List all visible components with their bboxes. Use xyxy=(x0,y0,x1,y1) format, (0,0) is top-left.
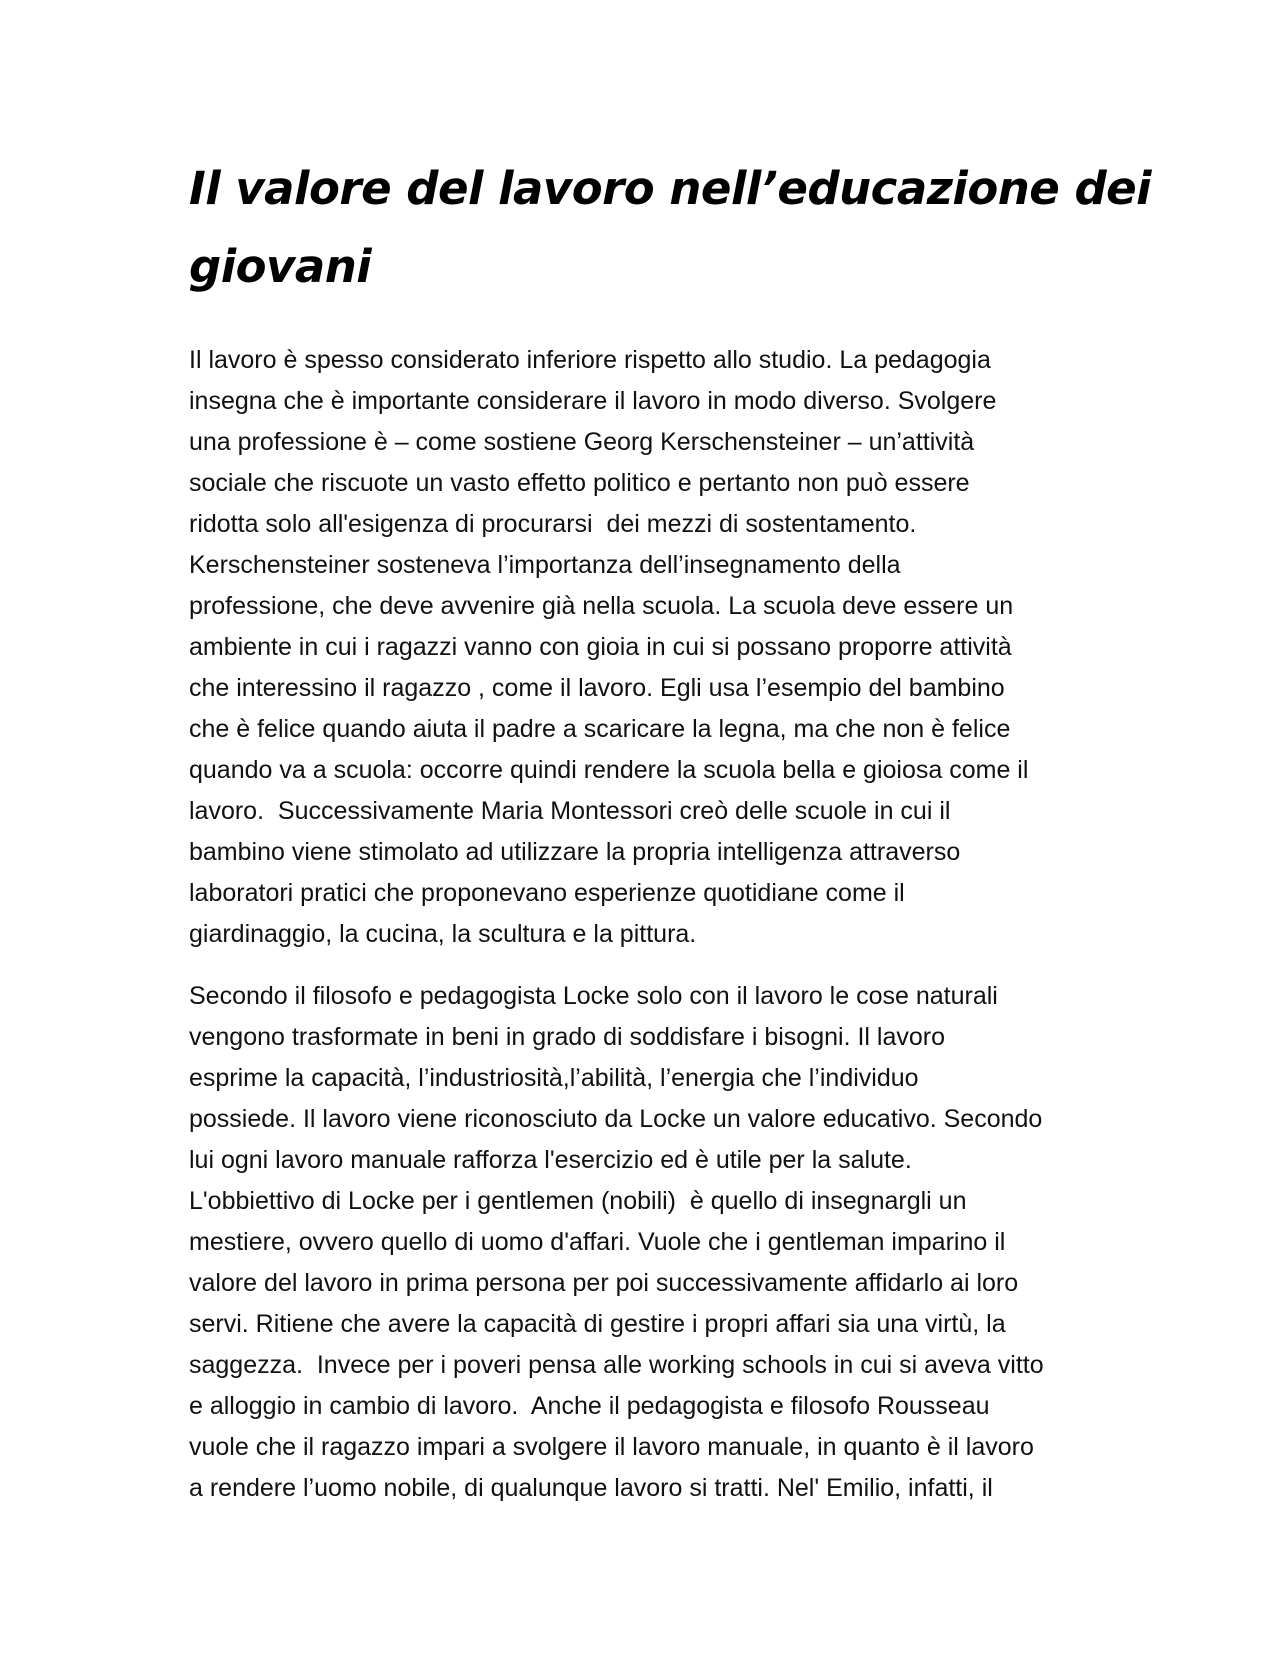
text-line: giardinaggio, la cucina, la scultura e la pittura. xyxy=(189,920,697,948)
text-line: quando va a scuola: occorre quindi rendere la scuola bella e gioiosa come il xyxy=(189,756,1029,784)
text-line: ambiente in cui i ragazzi vanno con gioia in cui si possano proporre attività xyxy=(189,633,1012,661)
text-line: che è felice quando aiuta il padre a scaricare la legna, ma che non è felice xyxy=(189,715,1011,743)
document-title xyxy=(189,150,1152,306)
text-line: servi. Ritiene che avere la capacità di gestire i propri affari sia una virtù, la xyxy=(189,1310,1006,1338)
paragraph-locke-rousseau xyxy=(189,976,1094,1509)
text-line: Kerschensteiner sosteneva l’importanza dell’insegnamento della xyxy=(189,551,901,579)
title-line: Il valore del lavoro nell’educazione dei xyxy=(189,162,1152,215)
text-line: una professione è – come sostiene Georg Kerschensteiner – un’attività xyxy=(189,428,975,456)
text-line: sociale che riscuote un vasto effetto politico e pertanto non può essere xyxy=(189,469,970,497)
text-line: Secondo il filosofo e pedagogista Locke solo con il lavoro le cose naturali xyxy=(189,982,998,1010)
text-line: vengono trasformate in beni in grado di soddisfare i bisogni. Il lavoro xyxy=(189,1023,945,1051)
text-line: vuole che il ragazzo impari a svolgere il lavoro manuale, in quanto è il lavoro xyxy=(189,1433,1034,1461)
text-line: saggezza. Invece per i poveri pensa alle working schools in cui si aveva vitto xyxy=(189,1351,1044,1379)
text-line: bambino viene stimolato ad utilizzare la propria intelligenza attraverso xyxy=(189,838,961,866)
text-line: e alloggio in cambio di lavoro. Anche il pedagogista e filosofo Rousseau xyxy=(189,1392,990,1420)
text-line: insegna che è importante considerare il lavoro in modo diverso. Svolgere xyxy=(189,387,997,415)
text-line: Il lavoro è spesso considerato inferiore rispetto allo studio. La pedagogia xyxy=(189,346,991,374)
text-line: lavoro. Successivamente Maria Montessori creò delle scuole in cui il xyxy=(189,797,951,825)
text-line: mestiere, ovvero quello di uomo d'affari. Vuole che i gentleman imparino il xyxy=(189,1228,1006,1256)
text-line: possiede. Il lavoro viene riconosciuto da Locke un valore educativo. Secondo xyxy=(189,1105,1043,1133)
text-line: ridotta solo all'esigenza di procurarsi dei mezzi di sostentamento. xyxy=(189,510,917,538)
document-body xyxy=(189,150,1152,1530)
paragraph-work-and-school xyxy=(189,340,1094,955)
text-line: lui ogni lavoro manuale rafforza l'esercizio ed è utile per la salute. xyxy=(189,1146,912,1174)
title-line: giovani xyxy=(189,240,372,293)
text-line: a rendere l’uomo nobile, di qualunque lavoro si tratti. Nel' Emilio, infatti, il xyxy=(189,1474,993,1502)
text-line: esprime la capacità, l’industriosità,l’abilità, l’energia che l’individuo xyxy=(189,1064,919,1092)
text-line: L'obbiettivo di Locke per i gentlemen (nobili) è quello di insegnargli un xyxy=(189,1187,967,1215)
text-line: professione, che deve avvenire già nella scuola. La scuola deve essere un xyxy=(189,592,1014,620)
text-line: laboratori pratici che proponevano esperienze quotidiane come il xyxy=(189,879,905,907)
text-line: che interessino il ragazzo , come il lavoro. Egli usa l’esempio del bambino xyxy=(189,674,1005,702)
text-line: valore del lavoro in prima persona per poi successivamente affidarlo ai loro xyxy=(189,1269,1019,1297)
